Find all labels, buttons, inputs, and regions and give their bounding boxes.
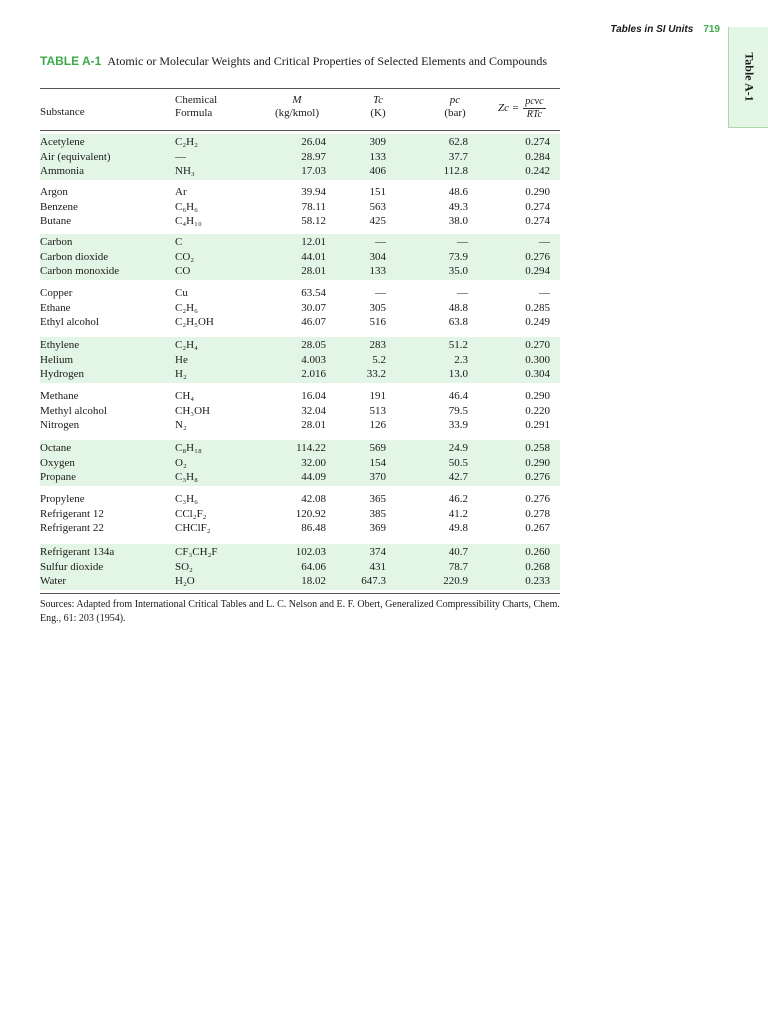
cell-formula: CO xyxy=(175,265,191,278)
running-head xyxy=(560,24,720,35)
cell-substance: Helium xyxy=(40,353,73,366)
cell-critical-pressure: 48.8 xyxy=(448,301,468,314)
cell-critical-pressure: 78.7 xyxy=(448,560,468,573)
cell-critical-pressure: — xyxy=(457,287,468,299)
cell-critical-pressure: 38.0 xyxy=(448,215,468,228)
cell-formula: C₂H₆ xyxy=(175,301,198,314)
cell-critical-pressure: 37.7 xyxy=(448,150,468,163)
cell-substance: Refrigerant 22 xyxy=(40,522,104,535)
cell-molar-mass: 102.03 xyxy=(295,546,326,558)
cell-critical-pressure: 49.8 xyxy=(448,522,468,535)
row-group xyxy=(40,234,560,280)
table-row xyxy=(40,135,560,150)
cell-compressibility: 0.276 xyxy=(525,493,550,505)
row-group xyxy=(40,134,560,180)
cell-critical-pressure: 220.9 xyxy=(443,575,468,588)
table-row xyxy=(40,389,560,404)
cell-critical-temperature: 647.3 xyxy=(361,575,386,588)
cell-compressibility: 0.278 xyxy=(525,507,550,520)
running-head-title: Tables in SI Units xyxy=(610,24,694,35)
row-group xyxy=(40,491,560,537)
cell-critical-temperature: 513 xyxy=(369,404,386,417)
cell-critical-temperature: 406 xyxy=(369,165,386,178)
cell-compressibility: 0.274 xyxy=(525,200,550,213)
cell-molar-mass: 44.01 xyxy=(301,250,326,263)
cell-molar-mass: 39.94 xyxy=(301,186,326,198)
cell-formula: Ar xyxy=(175,186,187,198)
cell-substance: Methyl alcohol xyxy=(40,404,107,417)
cell-formula: C₄H₁₀ xyxy=(175,215,202,228)
cell-substance: Acetylene xyxy=(40,136,85,148)
cell-critical-temperature: 431 xyxy=(369,560,386,573)
cell-critical-temperature: 305 xyxy=(369,301,386,314)
cell-substance: Sulfur dioxide xyxy=(40,560,104,573)
cell-critical-pressure: — xyxy=(457,236,468,248)
row-group xyxy=(40,388,560,434)
table-title: Atomic or Molecular Weights and Critical Properties of Selected Elements and Compounds xyxy=(107,54,548,68)
header-molar-mass: M (kg/kmol) xyxy=(275,94,319,119)
cell-substance: Refrigerant 12 xyxy=(40,507,104,520)
cell-substance: Argon xyxy=(40,186,68,198)
header-substance: Substance xyxy=(40,106,85,118)
cell-molar-mass: 63.54 xyxy=(301,287,326,299)
row-group xyxy=(40,544,560,590)
cell-formula: C₂H₄ xyxy=(175,339,198,351)
table-caption xyxy=(40,54,560,69)
cell-critical-pressure: 48.6 xyxy=(448,186,468,198)
cell-critical-temperature: 563 xyxy=(369,200,386,213)
cell-molar-mass: 2.016 xyxy=(301,368,326,381)
cell-molar-mass: 28.01 xyxy=(301,265,326,278)
table-row xyxy=(40,367,560,382)
table-row xyxy=(40,286,560,301)
table-row xyxy=(40,301,560,316)
cell-critical-pressure: 62.8 xyxy=(448,136,468,148)
side-tab-label: Table A-1 xyxy=(742,52,757,102)
cell-compressibility: 0.294 xyxy=(525,265,550,278)
cell-substance: Methane xyxy=(40,390,79,402)
table-row xyxy=(40,200,560,215)
table-header xyxy=(0,94,768,130)
cell-formula: H₂ xyxy=(175,368,187,381)
cell-substance: Benzene xyxy=(40,200,78,213)
cell-molar-mass: 28.97 xyxy=(301,150,326,163)
cell-molar-mass: 18.02 xyxy=(301,575,326,588)
row-group xyxy=(40,285,560,331)
cell-molar-mass: 46.07 xyxy=(301,316,326,329)
cell-compressibility: 0.285 xyxy=(525,301,550,314)
cell-molar-mass: 32.00 xyxy=(301,456,326,469)
table-row xyxy=(40,264,560,279)
table-row xyxy=(40,521,560,536)
table-number: TABLE A-1 xyxy=(40,54,102,68)
header-critical-temperature: Tc (K) xyxy=(370,94,386,119)
cell-formula: Cu xyxy=(175,287,188,299)
cell-compressibility: 0.290 xyxy=(525,186,550,198)
cell-compressibility: 0.267 xyxy=(525,522,550,535)
cell-substance: Butane xyxy=(40,215,72,228)
cell-critical-temperature: 370 xyxy=(369,471,386,484)
cell-critical-temperature: 133 xyxy=(369,150,386,163)
cell-substance: Oxygen xyxy=(40,456,75,469)
table-row xyxy=(40,441,560,456)
header-rule xyxy=(40,130,560,131)
cell-compressibility: 0.233 xyxy=(525,575,550,588)
cell-critical-temperature: 374 xyxy=(369,546,386,558)
cell-critical-pressure: 79.5 xyxy=(448,404,468,417)
table-row xyxy=(40,150,560,165)
cell-molar-mass: 30.07 xyxy=(301,301,326,314)
cell-critical-pressure: 51.2 xyxy=(448,339,468,351)
cell-formula: H₂O xyxy=(175,575,195,588)
table-row xyxy=(40,164,560,179)
table-row xyxy=(40,560,560,575)
cell-substance: Carbon xyxy=(40,236,73,248)
cell-critical-temperature: 365 xyxy=(369,493,386,505)
cell-substance: Carbon dioxide xyxy=(40,250,109,263)
cell-molar-mass: 32.04 xyxy=(301,404,326,417)
sources-note: Sources: Adapted from International Critical Tables and L. C. Nelson and E. F. Obert, Generalized Compressibility Charts, Chem. Eng., 61: 203 (1954). xyxy=(40,599,560,624)
cell-critical-temperature: 191 xyxy=(369,390,386,402)
cell-critical-pressure: 46.4 xyxy=(448,390,468,402)
cell-critical-pressure: 24.9 xyxy=(448,442,468,454)
cell-critical-temperature: 33.2 xyxy=(366,368,386,381)
cell-critical-pressure: 63.8 xyxy=(448,316,468,329)
cell-formula: O₂ xyxy=(175,456,187,469)
cell-formula: CHClF₂ xyxy=(175,522,211,535)
cell-compressibility: 0.260 xyxy=(525,546,550,558)
table-row xyxy=(40,315,560,330)
cell-formula: SO₂ xyxy=(175,560,193,573)
cell-critical-temperature: 569 xyxy=(369,442,386,454)
cell-compressibility: 0.242 xyxy=(525,165,550,178)
cell-molar-mass: 120.92 xyxy=(295,507,326,520)
cell-molar-mass: 114.22 xyxy=(296,442,326,454)
table-row xyxy=(40,507,560,522)
cell-compressibility: 0.249 xyxy=(525,316,550,329)
cell-molar-mass: 28.05 xyxy=(301,339,326,351)
cell-critical-pressure: 2.3 xyxy=(454,353,468,366)
cell-formula: C xyxy=(175,236,183,248)
cell-substance: Carbon monoxide xyxy=(40,265,120,278)
header-critical-pressure: pc (bar) xyxy=(444,94,466,119)
cell-formula: C₂H₂ xyxy=(175,136,198,148)
cell-substance: Ethylene xyxy=(40,339,80,351)
cell-molar-mass: 17.03 xyxy=(301,165,326,178)
cell-critical-temperature: 154 xyxy=(369,456,386,469)
cell-compressibility: 0.290 xyxy=(525,390,550,402)
cell-critical-pressure: 49.3 xyxy=(448,200,468,213)
header-compressibility: Zc = $\frac{\text{pcvc}}{\text{RTc}}$ xyxy=(498,96,544,120)
cell-critical-pressure: 46.2 xyxy=(448,493,468,505)
top-rule xyxy=(40,88,560,89)
table-row xyxy=(40,185,560,200)
cell-formula: C₈H₁₈ xyxy=(175,442,202,454)
cell-critical-pressure: 112.8 xyxy=(443,165,468,178)
cell-critical-pressure: 40.7 xyxy=(448,546,468,558)
cell-compressibility: 0.258 xyxy=(525,442,550,454)
cell-critical-pressure: 50.5 xyxy=(448,456,468,469)
cell-critical-pressure: 42.7 xyxy=(448,471,468,484)
cell-formula: N₂ xyxy=(175,419,187,432)
table-row xyxy=(40,250,560,265)
table-row xyxy=(40,492,560,507)
cell-molar-mass: 28.01 xyxy=(301,419,326,432)
cell-critical-temperature: 304 xyxy=(369,250,386,263)
cell-formula: C₆H₆ xyxy=(175,200,198,213)
table-row xyxy=(40,404,560,419)
cell-substance: Ethyl alcohol xyxy=(40,316,99,329)
cell-compressibility: 0.268 xyxy=(525,560,550,573)
header-formula: Chemical Formula xyxy=(175,94,218,119)
cell-substance: Nitrogen xyxy=(40,419,80,432)
cell-critical-pressure: 35.0 xyxy=(448,265,468,278)
cell-critical-temperature: 151 xyxy=(369,186,386,198)
cell-compressibility: 0.220 xyxy=(525,404,550,417)
cell-critical-temperature: 385 xyxy=(369,507,386,520)
cell-substance: Water xyxy=(40,575,66,588)
table-row xyxy=(40,418,560,433)
table-row xyxy=(40,338,560,353)
cell-substance: Hydrogen xyxy=(40,368,84,381)
cell-molar-mass: 44.09 xyxy=(301,471,326,484)
cell-molar-mass: 86.48 xyxy=(301,522,326,535)
cell-critical-temperature: 283 xyxy=(369,339,386,351)
cell-formula: NH₃ xyxy=(175,165,195,178)
compressibility-fraction: $\frac{\text{pcvc}}{\text{RTc}}$ xyxy=(525,96,544,120)
cell-critical-pressure: 33.9 xyxy=(448,419,468,432)
cell-compressibility: 0.274 xyxy=(525,136,550,148)
cell-molar-mass: 78.11 xyxy=(301,200,326,213)
cell-substance: Air (equivalent) xyxy=(40,150,111,163)
cell-formula: CH₄ xyxy=(175,390,195,402)
table-row xyxy=(40,214,560,229)
cell-critical-temperature: 5.2 xyxy=(372,353,386,366)
cell-substance: Refrigerant 134a xyxy=(40,546,115,558)
cell-molar-mass: 12.01 xyxy=(301,236,326,248)
row-group xyxy=(40,337,560,383)
cell-molar-mass: 16.04 xyxy=(301,390,326,402)
cell-formula: — xyxy=(175,150,186,163)
page-number: 719 xyxy=(703,24,720,35)
table-row xyxy=(40,235,560,250)
cell-compressibility: 0.284 xyxy=(525,150,550,163)
cell-compressibility: — xyxy=(539,236,550,248)
cell-critical-temperature: — xyxy=(375,287,386,299)
cell-formula: CH₃OH xyxy=(175,404,211,417)
cell-substance: Propylene xyxy=(40,493,85,505)
cell-molar-mass: 58.12 xyxy=(301,215,326,228)
cell-substance: Ethane xyxy=(40,301,71,314)
cell-critical-pressure: 13.0 xyxy=(448,368,468,381)
cell-compressibility: 0.304 xyxy=(525,368,550,381)
cell-compressibility: — xyxy=(539,287,550,299)
cell-molar-mass: 64.06 xyxy=(301,560,326,573)
cell-critical-temperature: — xyxy=(375,236,386,248)
table-row xyxy=(40,574,560,589)
cell-molar-mass: 42.08 xyxy=(301,493,326,505)
cell-critical-temperature: 369 xyxy=(369,522,386,535)
cell-critical-temperature: 425 xyxy=(369,215,386,228)
cell-formula: C₃H₆ xyxy=(175,493,198,505)
cell-formula: C₃H₈ xyxy=(175,471,198,484)
cell-substance: Propane xyxy=(40,471,77,484)
cell-compressibility: 0.291 xyxy=(525,419,550,432)
cell-critical-temperature: 516 xyxy=(369,316,386,329)
table-row xyxy=(40,470,560,485)
table-row xyxy=(40,456,560,471)
cell-compressibility: 0.290 xyxy=(525,456,550,469)
cell-compressibility: 0.270 xyxy=(525,339,550,351)
cell-substance: Ammonia xyxy=(40,165,84,178)
cell-critical-pressure: 73.9 xyxy=(448,250,468,263)
cell-formula: He xyxy=(175,353,188,366)
cell-compressibility: 0.276 xyxy=(525,250,550,263)
cell-critical-temperature: 133 xyxy=(369,265,386,278)
table-row xyxy=(40,545,560,560)
cell-substance: Octane xyxy=(40,442,72,454)
table-row xyxy=(40,353,560,368)
cell-molar-mass: 4.003 xyxy=(301,353,326,366)
cell-formula: CCl₂F₂ xyxy=(175,507,207,520)
row-group xyxy=(40,184,560,230)
cell-compressibility: 0.274 xyxy=(525,215,550,228)
cell-formula: CO₂ xyxy=(175,250,195,263)
cell-compressibility: 0.276 xyxy=(525,471,550,484)
cell-molar-mass: 26.04 xyxy=(301,136,326,148)
cell-critical-temperature: 309 xyxy=(369,136,386,148)
cell-critical-pressure: 41.2 xyxy=(448,507,468,520)
cell-substance: Copper xyxy=(40,287,73,299)
cell-critical-temperature: 126 xyxy=(369,419,386,432)
cell-formula: CF₃CH₂F xyxy=(175,546,218,558)
cell-formula: C₂H₅OH xyxy=(175,316,214,329)
bottom-rule xyxy=(40,593,560,594)
cell-compressibility: 0.300 xyxy=(525,353,550,366)
row-group xyxy=(40,440,560,486)
